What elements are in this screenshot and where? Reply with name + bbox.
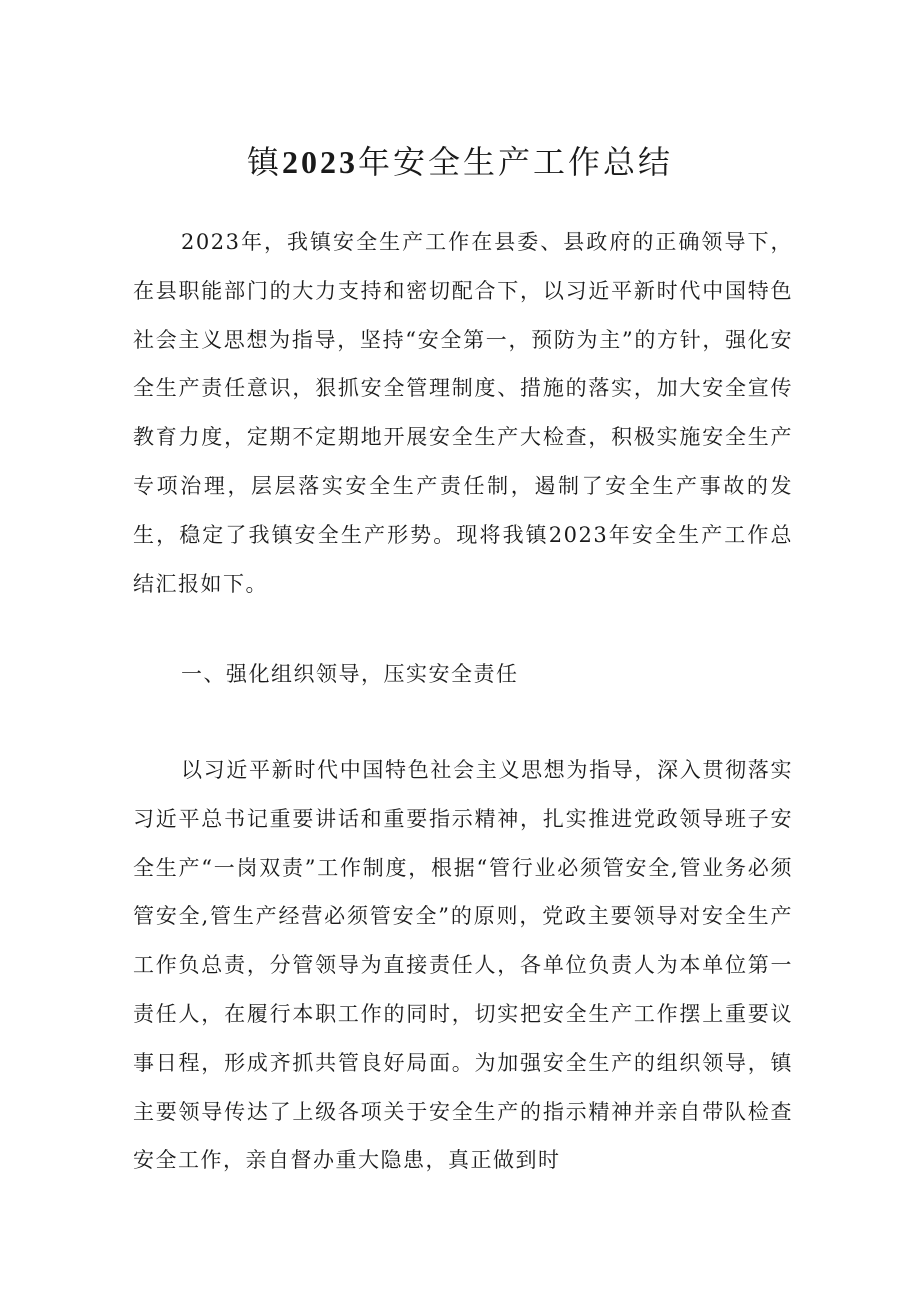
- title-prefix: 镇: [246, 143, 282, 181]
- section-1-paragraph: 以习近平新时代中国特色社会主义思想为指导，深入贯彻落实习近平总书记重要讲话和重要指示精神，扎实推进党政领导班子安全生产“一岗双责”工作制度，根据“管行业必须管安全,管业务必须管安全,管生产经营必须管安全”的原则，党政主要领导对安全生产工作负总责，分管领导为直接责任人，各单位负责人为本单位第一责任人，在履行本职工作的同时，切实把安全生产工作摆上重要议事日程，形成齐抓共管良好局面。为加强安全生产的组织领导，镇主要领导传达了上级各项关于安全生产的指示精神并亲自带队检查安全工作，亲自督办重大隐患，真正做到时: [133, 758, 793, 1173]
- intro-paragraph: 2023年，我镇安全生产工作在县委、县政府的正确领导下，在县职能部门的大力支持和密切配合下，以习近平新时代中国特色社会主义思想为指导，坚持“安全第一，预防为主”的方针，强化安全生产责任意识，狠抓安全管理制度、措施的落实，加大安全宣传教育力度，定期不定期地开展安全生产大检查，积极实施安全生产专项治理，层层落实安全生产责任制，遏制了安全生产事故的发生，稳定了我镇安全生产形势。现将我镇2023年安全生产工作总结汇报如下。: [133, 230, 793, 596]
- section-heading-1: 一、强化组织领导，压实安全责任: [181, 662, 519, 686]
- title-year: 2023: [282, 144, 358, 180]
- document-title: [0, 138, 920, 186]
- title-suffix: 年安全生产工作总结: [358, 143, 674, 181]
